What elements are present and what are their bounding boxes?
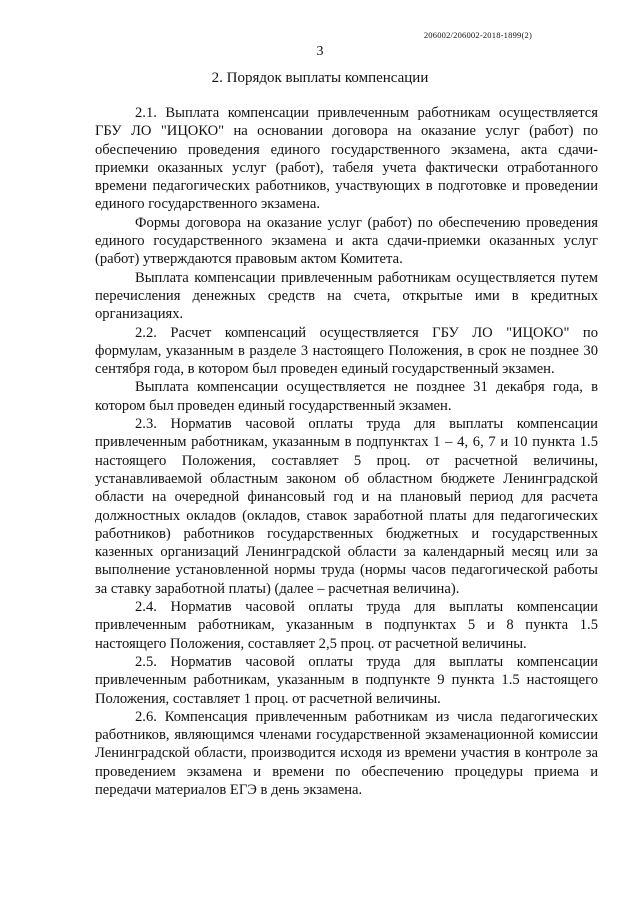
paragraph-2-3: 2.3. Норматив часовой оплаты труда для выплаты компенсации привлеченным работникам, указанным в подпунктах 1 – 4, 6, 7 и 10 пункта 1.5 настоящего Положения, составляет 5 проц. от расчетной величины, устанавливаемой областным законом об областном бюджете Ленинградской области на очередной финансовый год и на плановый период для расчета должностных окладов (окладов, ставок заработной платы для педагогических работников) работников государственных бюджетных и государственных казенных организаций Ленинградской области за календарный месяц или за выполнение установленной нормы труда (нормы часов педагогической работы за ставку заработной платы) (далее – расчетная величина).: [95, 416, 598, 597]
paragraph-payment-deadline: Выплата компенсации осуществляется не позднее 31 декабря года, в котором был проведен единый государственный экзамен.: [95, 379, 598, 414]
paragraph-2-5: 2.5. Норматив часовой оплаты труда для выплаты компенсации привлеченным работникам, указанным в подпункте 9 пункта 1.5 настоящего Положения, составляет 1 проц. от расчетной величины.: [95, 653, 598, 707]
document-body: [95, 104, 598, 799]
paragraph-2-6: 2.6. Компенсация привлеченным работникам из числа педагогических работников, являющимся членами государственной экзаменационной комиссии Ленинградской области, производится исходя из времени участия в контроле за проведением экзамена и времени по обеспечению процедуры приема и передачи материалов ЕГЭ в день экзамена.: [95, 708, 598, 798]
paragraph-2-1: 2.1. Выплата компенсации привлеченным работникам осуществляется ГБУ ЛО "ИЦОКО" на основании договора на оказание услуг (работ) по обеспечению проведения единого государственного экзамена, акта сдачи-приемки оказанных услуг (работ), табеля учета фактически отработанного времени педагогических работников, участвующих в подготовке и проведении единого государственного экзамена.: [95, 105, 598, 213]
section-title: 2. Порядок выплаты компенсации: [211, 70, 429, 86]
document-id: 206002/206002-2018-1899(2): [423, 30, 532, 40]
paragraph-2-4: 2.4. Норматив часовой оплаты труда для выплаты компенсации привлеченным работникам, указанным в подпунктах 5 и 8 пункта 1.5 настоящего Положения, составляет 2,5 проц. от расчетной величины.: [95, 599, 598, 652]
paragraph-2-2: 2.2. Расчет компенсаций осуществляется ГБУ ЛО "ИЦОКО" по формулам, указанным в разделе 3 настоящего Положения, в срок не позднее 30 сентября года, в котором был проведен единый государственный экзамен.: [95, 324, 598, 378]
page-number: 3: [316, 44, 324, 59]
paragraph-forms: Формы договора на оказание услуг (работ) по обеспечению проведения единого государственного экзамена и акта сдачи-приемки оказанных услуг (работ) утверждаются правовым актом Комитета.: [95, 214, 598, 268]
paragraph-payment-method: Выплата компенсации привлеченным работникам осуществляется путем перечисления денежных средств на счета, открытые ими в кредитных организациях.: [95, 269, 598, 323]
